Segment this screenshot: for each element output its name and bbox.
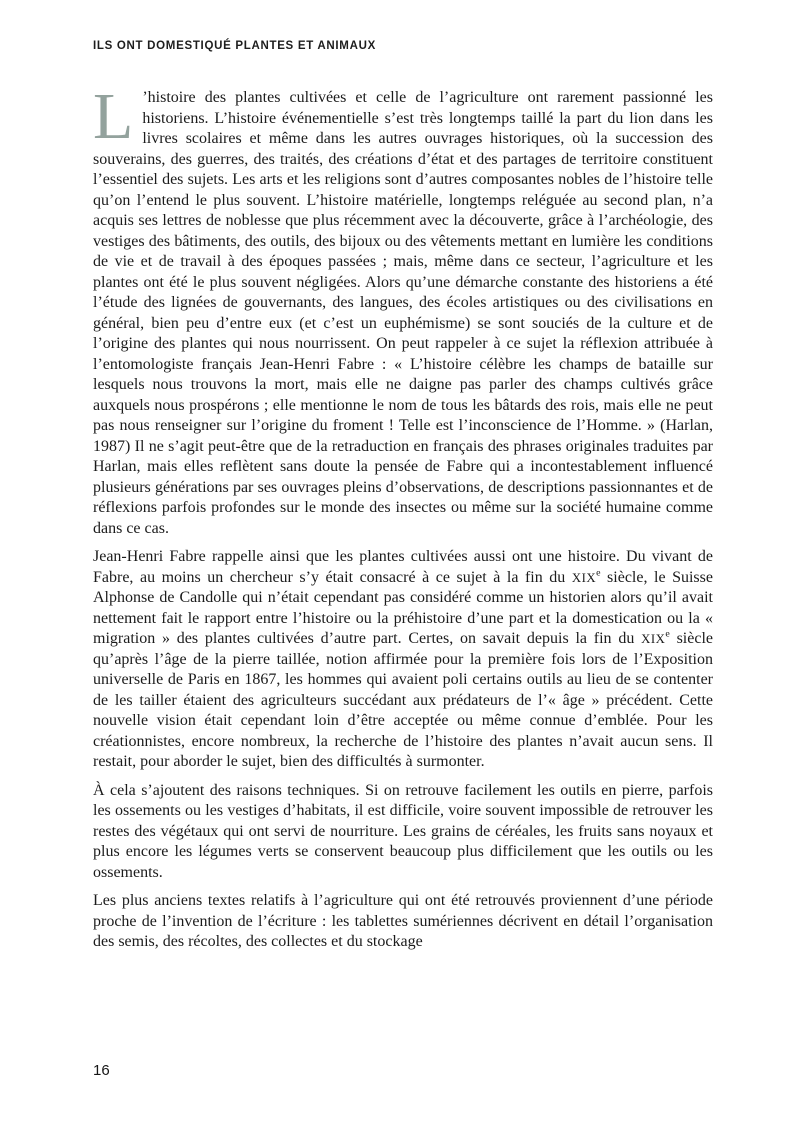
body-text bbox=[93, 80, 713, 953]
running-header: ILS ONT DOMESTIQUÉ PLANTES ET ANIMAUX bbox=[93, 40, 376, 52]
dropcap-letter: L bbox=[93, 80, 134, 153]
smallcaps-text: XIX bbox=[571, 570, 597, 585]
paragraph bbox=[93, 80, 713, 539]
paragraph-text: ’histoire des plantes cultivées et celle de l’agriculture ont rarement passionné les historiens. L’histoire événementielle s’est très longtemps taillé la part du lion dans les livres scolaires et même dans les autres ouvrages historiques, où la succession des souverains, des guerres, des traités, des créations d’état et des partages de territoire constituent l’essentiel des sujets. Les arts et les religions sont d’autres composantes nobles de l’histoire telle qu’on l’entend le plus souvent. L’histoire matérielle, longtemps reléguée au second plan, n’a acquis ses lettres de noblesse que plus récemment avec la découverte, grâce à l’archéologie, des vestiges des bâtiments, des outils, des bijoux ou des vêtements mettant en lumière les conditions de vie et de travail à des époques passées ; mais, même dans ce secteur, l’agriculture et les plantes ont été le plus souvent négligées. Alors qu’une démarche constante des historiens a été l’étude des lignées de gouvernants, des langues, des écoles artistiques ou des civilisations en général, bien peu d’entre eux (et c’est un euphémisme) se sont souciés de la culture et de l’origine des plantes qui nous nourrissent. On peut rappeler à ce sujet la réflexion attribuée à l’entomologiste français Jean-Henri Fabre : « L’histoire célèbre les champs de bataille sur lesquels nous trouvons la mort, mais elle ne daigne pas parler des champs cultivés grâce auxquels nous prospérons ; elle mentionne le nom de tous les bâtards des rois, mais elle ne peut pas nous renseigner sur l’origine du froment ! Telle est l’inconscience de l’Homme. » (Harlan, 1987) Il ne s’agit peut-être que de la retraduction en français des phrases originales traduites par Harlan, mais elles reflètent sans doute la pensée de Fabre qui a incontestablement influencé plusieurs générations par ses ouvrages pleins d’observations, de descriptions passionnantes et de réflexions parfois profondes sur le monde des insectes ou même sur la société humaine comme dans ce cas. bbox=[93, 89, 713, 537]
paragraph-text: À cela s’ajoutent des raisons techniques. Si on retrouve facilement les outils en pierre, parfois les ossements ou les vestiges d’habitats, il est difficile, voire souvent impossible de retrouver les restes des végétaux qui ont servi de nourriture. Les grains de céréales, les fruits sans noyaux et plus encore les légumes verts se conservent beaucoup plus difficilement que les outils ou les ossements. bbox=[93, 781, 713, 881]
paragraph-text: Jean-Henri Fabre rappelle ainsi que les plantes cultivées aussi ont une histoire. Du vivant de Fabre, au moins un chercheur s’y était consacré à ce sujet à la fin du bbox=[93, 548, 713, 586]
page-number: 16 bbox=[93, 1062, 110, 1079]
paragraph bbox=[93, 547, 713, 773]
paragraph-text: siècle, le Suisse Alphonse de Candolle qui n’était cependant pas considéré comme un historien alors qu’il avait nettement fait le rapport entre l’histoire ou la préhistoire d’une part et la domestication ou la « migration » des plantes cultivées d’autre part. Certes, on savait depuis la fin du bbox=[93, 568, 713, 647]
paragraph bbox=[93, 781, 713, 884]
smallcaps-text: XIX bbox=[641, 632, 666, 646]
paragraph-text: siècle qu’après l’âge de la pierre taillée, notion affirmée pour la première fois lors de l’Exposition universelle de Paris en 1867, les hommes qui avaient poli certains outils au lieu de se contenter de les tailler étaient des agriculteurs succédant aux prédateurs de l’« âge » précédent. Cette nouvelle vision était cependant loin d’être acceptée ou même connue d’emblée. Pour les créationnistes, encore nombreux, la recherche de l’histoire des plantes n’avait aucun sens. Il restait, pour aborder le sujet, bien des difficultés à surmonter. bbox=[93, 630, 713, 770]
paragraph-text: Les plus anciens textes relatifs à l’agriculture qui ont été retrouvés proviennent d’une période proche de l’invention de l’écriture : les tablettes sumériennes décrivent en détail l’organisation des semis, des récoltes, des collectes et du stockage bbox=[93, 892, 713, 950]
superscript-text: e bbox=[665, 628, 670, 640]
superscript-text: e bbox=[596, 567, 601, 579]
paragraph bbox=[93, 891, 713, 953]
